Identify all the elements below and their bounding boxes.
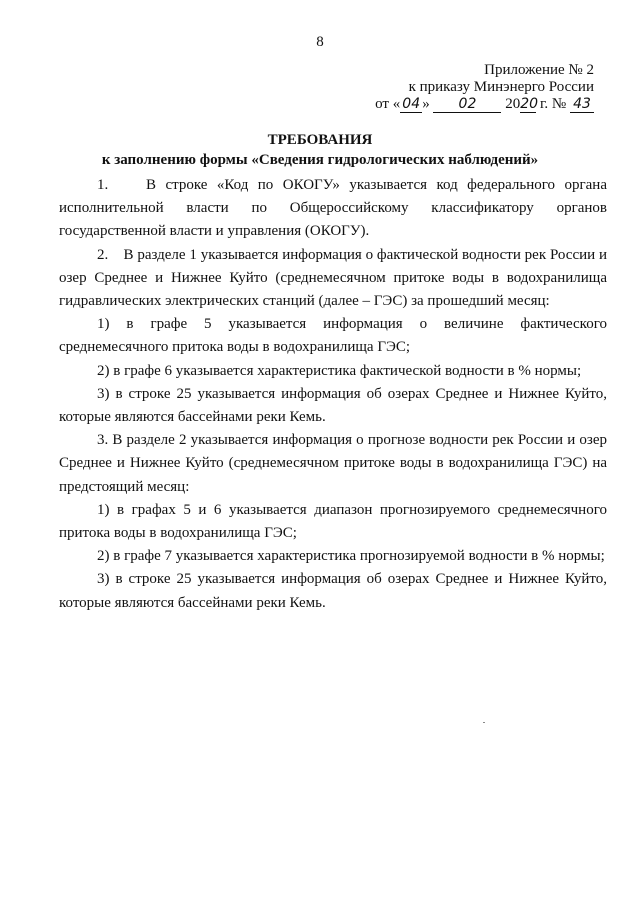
appendix-date-line — [364, 96, 594, 113]
paragraph: 1) в графах 5 и 6 указывается диапазон прогнозируемого среднемесячного притока воды в водохранилища ГЭС; — [59, 501, 607, 542]
paragraph: 2. В разделе 1 указывается информация о фактической водности рек России и озер Среднее и Нижнее Куйто (среднемесячном притоке воды в водохранилища гидравлических электрических станций (далее – ГЭС) за прошедший месяц: — [59, 246, 607, 310]
order-number: 43 — [570, 97, 594, 113]
page-number: 8 — [316, 34, 324, 50]
paragraph: 1. В строке «Код по ОКОГУ» указывается код федерального органа исполнительной власти по Общероссийскому классификатору органов государственной власти и управления (ОКОГУ). — [59, 177, 607, 240]
date-mid: » — [422, 96, 430, 112]
paragraph: 1) в графе 5 указывается информация о величине фактического среднемесячного притока воды в водохранилища ГЭС; — [59, 316, 607, 356]
appendix-title: Приложение № 2 — [484, 62, 594, 78]
appendix-order-ref: к приказу Минэнерго России — [408, 79, 594, 95]
requirements-body — [59, 174, 607, 615]
date-prefix: от « — [375, 96, 401, 112]
scan-artifact — [483, 722, 485, 723]
title-heading: ТРЕБОВАНИЯ — [267, 132, 373, 148]
paragraph: 3. В разделе 2 указывается информация о прогнозе водности рек России и озер Среднее и Нижнее Куйто (среднемесячном притоке воды в водохранилища ГЭС) на предстоящий месяц: — [59, 432, 607, 495]
date-day: 04 — [400, 97, 422, 113]
year-prefix: 20 — [505, 96, 521, 112]
year-suffix: 20 — [520, 96, 539, 112]
year-tail: г. № — [536, 96, 567, 112]
document-title — [0, 130, 640, 170]
title-subheading: к заполнению формы «Сведения гидрологических наблюдений» — [101, 152, 539, 168]
paragraph: 3) в строке 25 указывается информация об озерах Среднее и Нижнее Куйто, которые являются бассейнами реки Кемь. — [59, 385, 607, 426]
appendix-header — [364, 62, 594, 113]
date-month: 02 — [433, 97, 501, 113]
paragraph: 3) в строке 25 указывается информация об озерах Среднее и Нижнее Куйто, которые являются бассейнами реки Кемь. — [59, 571, 607, 611]
paragraph: 2) в графе 6 указывается характеристика фактической водности в % нормы; — [97, 362, 582, 379]
paragraph: 2) в графе 7 указывается характеристика прогнозируемой водности в % нормы; — [97, 548, 605, 565]
